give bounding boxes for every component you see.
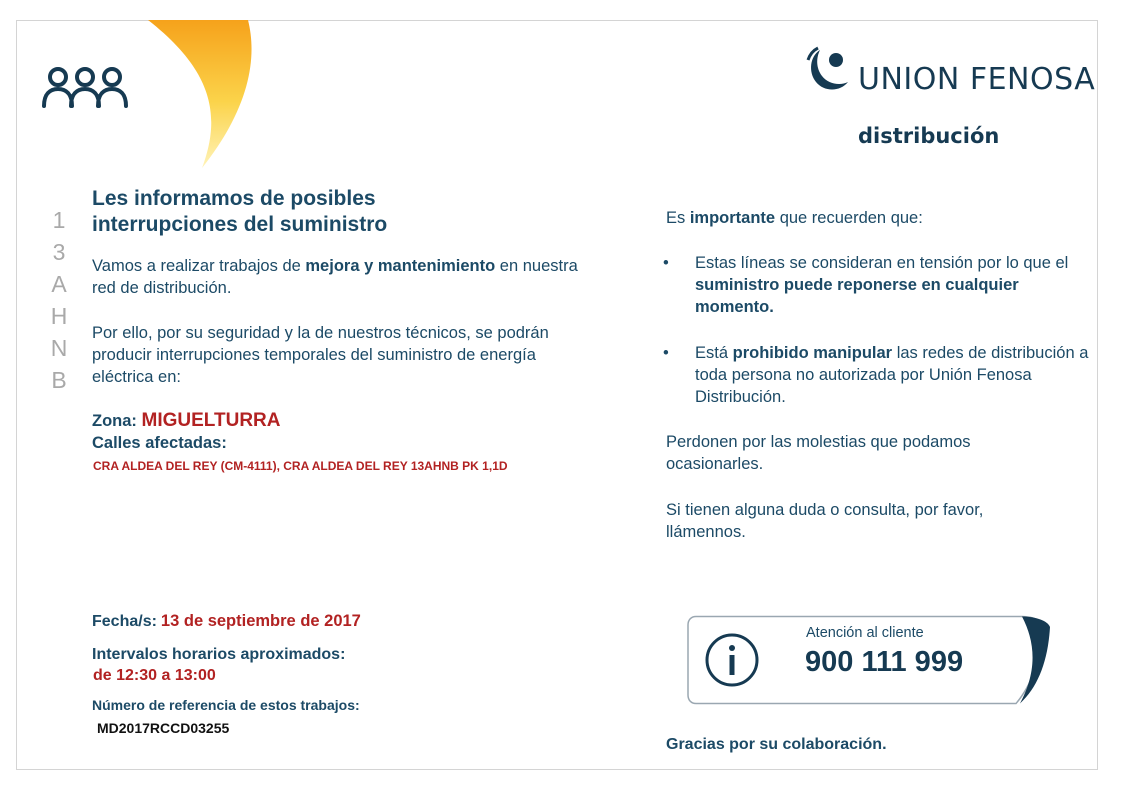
safety-paragraph: Por ello, por su seguridad y la de nuestros técnicos, se podrán producir interrupciones temporales del suministro de energía eléctrica en: <box>92 324 549 386</box>
important-intro <box>666 207 1086 229</box>
brand-name: UNION FENOSA <box>858 62 1096 97</box>
date-line <box>92 612 361 631</box>
contact-paragraph: Si tienen alguna duda o consulta, por favor, llámennos. <box>666 501 984 541</box>
bullet-icon: • <box>663 254 669 272</box>
code-char: 1 <box>52 207 66 233</box>
code-char: A <box>51 271 67 297</box>
customer-service-phone: 900 111 999 <box>805 646 964 678</box>
code-char: B <box>51 367 67 393</box>
flame-graphic-icon <box>140 20 260 170</box>
union-fenosa-logo-icon <box>806 46 854 92</box>
vertical-code <box>44 204 74 396</box>
date-label: Fecha/s: <box>92 613 157 630</box>
notice-heading <box>92 186 572 238</box>
works-paragraph <box>92 255 592 299</box>
streets-label: Calles afectadas: <box>92 434 227 452</box>
code-char: 3 <box>52 239 66 265</box>
info-circle-icon <box>704 632 760 688</box>
code-char: H <box>50 303 68 329</box>
emphasis: suministro puede reponerse en cualquier momento. <box>695 276 1019 316</box>
text: Estas líneas se consideran en tensión por lo que el <box>695 254 1069 272</box>
text: en nuestra red de distribución. <box>92 257 578 297</box>
text: que recuerden que: <box>775 209 923 227</box>
thanks-text: Gracias por su colaboración. <box>666 736 887 753</box>
emphasis: prohibido manipular <box>732 344 893 362</box>
emphasis: importante <box>689 209 776 227</box>
emphasis: mejora y mantenimiento <box>305 257 496 275</box>
bullet-icon: • <box>663 344 669 362</box>
streets-value: CRA ALDEA DEL REY (CM-4111), CRA ALDEA DEL REY 13AHNB PK 1,1D <box>93 459 508 473</box>
heading-line: Les informamos de posibles <box>92 187 376 210</box>
text: las redes de distribución a toda persona no autorizada por Unión Fenosa Distribución. <box>695 344 1089 406</box>
brand-subtitle: distribución <box>858 124 1000 148</box>
intervals-label: Intervalos horarios aproximados: <box>92 646 346 663</box>
zone-value: MIGUELTURRA <box>141 410 281 431</box>
text: Está <box>695 344 733 362</box>
text: Vamos a realizar trabajos de <box>92 257 306 275</box>
apology-paragraph: Perdonen por las molestias que podamos ocasionarles. <box>666 433 971 473</box>
customer-service-label: Atención al cliente <box>806 625 924 641</box>
heading-line: interrupciones del suministro <box>92 213 388 236</box>
zone-line <box>92 410 280 432</box>
intervals-value: de 12:30 a 13:00 <box>93 667 216 684</box>
bullet-text <box>695 252 1095 318</box>
reference-label: Número de referencia de estos trabajos: <box>92 697 360 713</box>
reference-value: MD2017RCCD03255 <box>97 720 230 736</box>
zone-label: Zona: <box>92 412 137 430</box>
code-char: N <box>50 335 68 361</box>
bullet-text <box>695 342 1095 408</box>
date-value: 13 de septiembre de 2017 <box>160 612 361 630</box>
people-group-icon <box>40 64 130 110</box>
text: Es <box>666 209 690 227</box>
